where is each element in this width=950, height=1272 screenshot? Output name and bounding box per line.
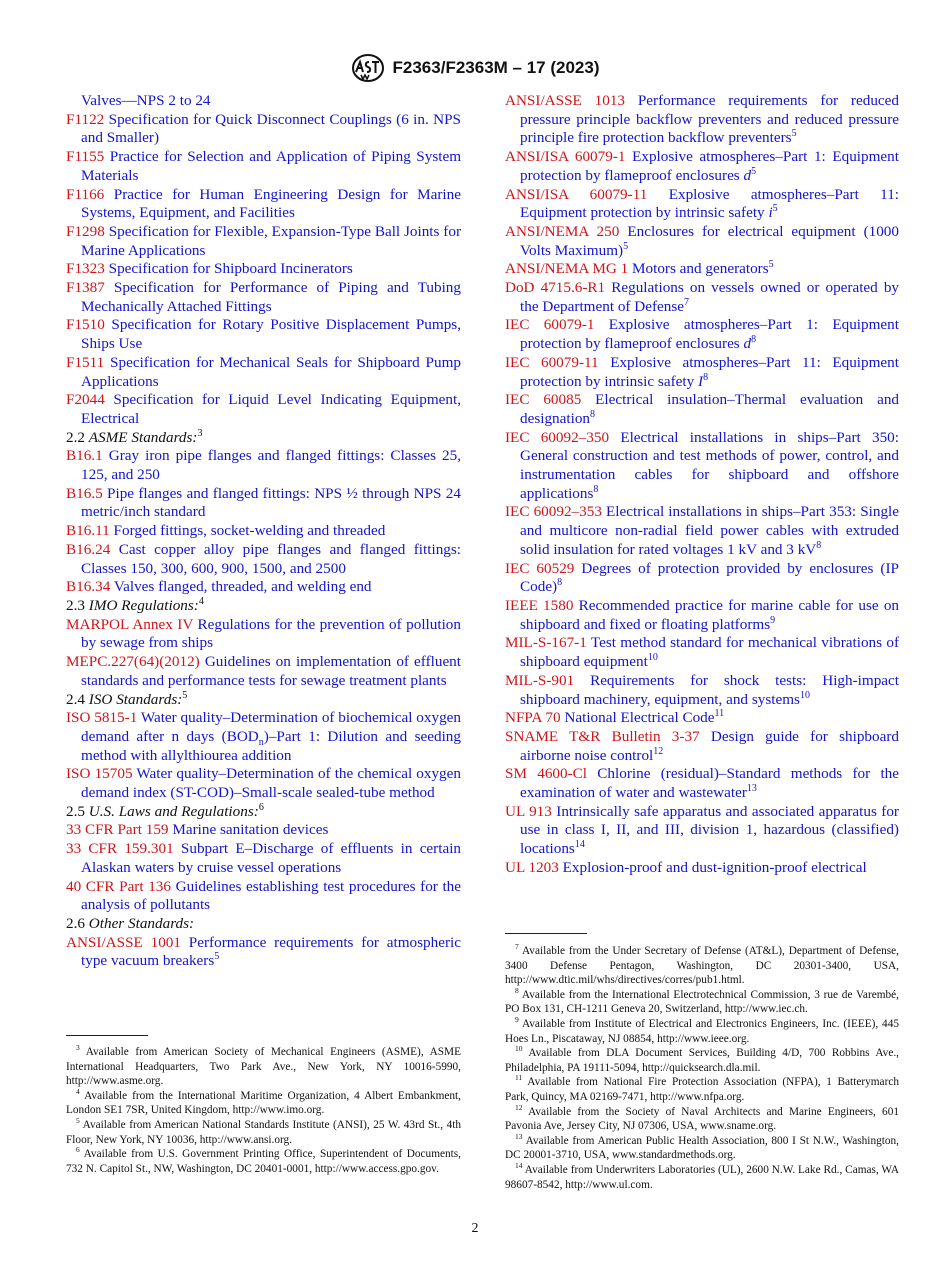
footnote-number: 9 [515,1015,519,1025]
reference-code[interactable]: MEPC.227(64)(2012) [66,653,200,671]
reference-entry [66,111,461,148]
footnote [505,1075,899,1104]
footnote-marker: 13 [746,782,757,794]
reference-code[interactable]: 33 CFR 159.301 [66,840,174,858]
reference-code[interactable]: IEC 60529 [505,559,575,577]
reference-code[interactable]: F1122 [66,110,105,128]
reference-code[interactable]: IEEE 1580 [505,596,574,614]
reference-entry [505,709,899,728]
reference-entry [505,223,899,260]
reference-entry [66,765,461,802]
footnote-number: 8 [515,986,519,996]
footnote-marker: 4 [198,595,204,607]
right-column [505,92,899,878]
section-heading [66,915,461,934]
reference-entry [505,728,899,765]
reference-title[interactable]: Guidelines establishing test procedures for the analysis of pollutants [81,877,462,914]
footnote [505,944,899,988]
reference-entry [66,223,461,260]
footnote-marker: 9 [770,614,776,626]
reference-code[interactable]: ANSI/NEMA MG 1 [505,260,629,278]
footnote-number: 6 [76,1145,80,1155]
section-heading [66,597,461,616]
footnote-marker: 3 [197,427,203,439]
footnote-marker: 5 [751,165,757,177]
reference-title[interactable]: Explosive atmospheres–Part 1: Equipment protection by flameproof enclosures $d^8$ [520,316,899,353]
reference-entry [505,92,899,148]
footnote-text: Available from National Fire Protection Association (NFPA), 1 Batterymarch Park, Quincy, MA 02169-7471, http://www.nfpa.org. [505,1076,899,1103]
footnote-number: 13 [515,1131,523,1141]
footnote-marker: 5 [214,951,220,963]
reference-code[interactable]: IEC 60079-11 [505,353,599,371]
footnote-marker: 5 [623,240,629,252]
reference-title[interactable]: Specification for Flexible, Expansion-Type Ball Joints for Marine Applications [81,222,461,259]
reference-continuation: Valves—NPS 2 to 24 [81,92,211,109]
section-number: 2.3 [66,596,89,614]
reference-code[interactable]: SM 4600-Cl [505,765,588,783]
reference-code[interactable]: B16.24 [66,540,111,558]
reference-title[interactable]: Performance requirements for reduced pressure principle backflow preventers and reduced pressure principle fire protection backflow preventers$^5$ [520,92,899,147]
reference-entry [66,260,461,279]
footnote-marker: 8 [751,334,757,346]
footnote-marker: 10 [647,652,658,664]
reference-entry [505,803,899,859]
reference-title[interactable]: Guidelines on implementation of effluent standards and performance tests for sewage treatment plants [81,653,461,689]
reference-title[interactable]: Electrical installations in ships–Part 350: General construction and test methods of power, control, and instrumentation cables for shipboard and offshore applications$^8$ [520,428,899,502]
section-number: 2.5 [66,802,89,820]
reference-code[interactable]: SNAME T&R Bulletin 3-37 [505,727,700,745]
italic-symbol: d [743,335,752,353]
footnote-marker: 8 [590,408,596,420]
reference-entry [66,279,461,316]
reference-entry [66,316,461,353]
footnote-number: 12 [515,1102,523,1112]
footnote-marker: 7 [684,296,690,308]
reference-code[interactable]: MARPOL Annex IV [66,615,194,633]
reference-title[interactable]: Subpart E–Discharge of effluents in certain Alaskan waters by cruise vessel operations [81,840,462,876]
reference-entry [505,429,899,504]
reference-code[interactable]: MIL-S-901 [505,671,575,689]
reference-entry [505,354,899,391]
reference-entry [66,148,461,185]
reference-code[interactable]: F1298 [66,222,105,240]
reference-title[interactable]: Recommended practice for marine cable for use on shipboard and fixed or floating platforms$^9$ [520,596,900,633]
reference-code[interactable]: ANSI/ASSE 1001 [66,933,181,951]
reference-entry [66,821,461,840]
reference-code[interactable]: F2044 [66,391,105,409]
footnote-number: 14 [515,1161,523,1171]
footnote-text: Available from U.S. Government Printing Office, Superintendent of Documents, 732 N. Capitol St., NW, Washington, DC 20401-0001, http://www.access.gpo.gov. [66,1148,461,1175]
reference-title[interactable]: Regulations for the prevention of pollution by sewage from ships [81,615,461,652]
reference-entry [66,186,461,223]
footnote-text: Available from American National Standards Institute (ANSI), 25 W. 43rd St., 4th Floor, New York, NY 10036, http://www.ansi.org. [66,1118,461,1146]
reference-entry [505,391,899,428]
reference-title[interactable]: Motors and generators$^5$ [632,259,774,278]
footnote-number: 11 [515,1073,523,1083]
footnote-number: 4 [76,1087,80,1097]
reference-entry [505,279,899,316]
footnotes-right [505,944,899,1192]
reference-title[interactable]: Water quality–Determination of the chemical oxygen demand index (ST-COD)–Small-scale sealed-tube method [81,765,461,802]
reference-entry [66,447,461,484]
reference-title[interactable]: Pipe flanges and flanged fittings: NPS ½ through NPS 24 metric/inch standard [81,484,461,521]
left-column [66,92,461,971]
reference-title[interactable]: Requirements for shock tests: High-impact shipboard machinery, equipment, and systems$^{10}$ [520,671,900,708]
reference-title[interactable]: Specification for Rotary Positive Displacement Pumps, Ships Use [81,316,462,353]
reference-code[interactable]: F1511 [66,353,105,371]
reference-code[interactable]: UL 1203 [505,858,559,876]
reference-code[interactable]: ANSI/ISA 60079-11 [505,185,648,203]
footnote [66,1089,461,1118]
reference-title[interactable]: Explosive atmospheres–Part 11: Equipment protection by intrinsic safety $i^5$ [520,185,900,222]
section-label: ASME Standards: [88,428,198,446]
reference-code[interactable]: F1155 [66,148,105,166]
reference-entry [505,316,899,353]
reference-entry [505,765,899,802]
footnote-text: Available from the International Electrotechnical Commission, 3 rue de Varembé, PO Box 131, CH-1211 Geneva 20, Switzerland, http://www.iec.ch. [505,988,899,1016]
reference-title[interactable]: Explosive atmospheres–Part 11: Equipment protection by intrinsic safety $I^8$ [520,353,899,390]
reference-code[interactable]: 33 CFR Part 159 [66,821,169,839]
footnote-text: Available from Institute of Electrical and Electronics Engineers, Inc. (IEEE), 445 Hoes Ln., Piscataway, NJ 08854, http://www.ieee.org. [505,1017,899,1045]
footnote-number: 7 [515,942,519,952]
footnote-text: Available from American Society of Mechanical Engineers (ASME), ASME International Headquarters, Two Park Ave., New York, NY 10016-5990, http://www.asme.org. [66,1046,461,1088]
reference-code[interactable]: B16.5 [66,484,103,502]
footnote-marker: 5 [791,128,797,140]
reference-title[interactable]: Test method standard for mechanical vibrations of shipboard equipment$^{10}$ [520,634,899,671]
footnote [505,988,899,1017]
astm-logo-icon [351,53,385,83]
footnote [505,1046,899,1075]
reference-title[interactable]: Marine sanitation devices [172,821,329,839]
reference-title[interactable]: Valves flanged, threaded, and welding end [113,578,372,596]
reference-entry [505,672,899,709]
footnote-marker: 10 [799,689,810,701]
reference-code[interactable]: DoD 4715.6-R1 [505,279,606,297]
footnote-text: Available from the Under Secretary of Defense (AT&L), Department of Defense, 3400 Defense Pentagon, Washington, DC 20301-3400, USA, http://www.dtic.mil/whs/directives/corres/pub1.html. [505,945,899,987]
reference-title[interactable]: Explosive atmospheres–Part 1: Equipment protection by flameproof enclosures $d^5$ [520,148,899,184]
reference-entry [66,541,461,578]
reference-title[interactable]: Water quality–Determination of biochemical oxygen demand after n days $(BOD_n)$–Part 1: Dilution and seeding method with allylthiourea addition [81,709,462,764]
reference-code[interactable]: B16.11 [66,522,110,540]
footnote [66,1045,461,1089]
footnotes-left [66,1045,461,1176]
reference-title[interactable]: Electrical installations in ships–Part 353: Single and multicore non-radial field power cables with extruded solid insulation for rated voltages 1 kV and 3 $kV^8$ [520,503,900,558]
reference-code[interactable]: B16.1 [66,447,103,465]
subscript: n [258,736,264,748]
reference-title[interactable]: Specification for Performance of Piping and Tubing Mechanically Attached Fittings [81,279,461,315]
reference-entry [505,560,899,597]
footnote-text: Available from Underwriters Laboratories (UL), 2600 N.W. Lake Rd., Camas, WA 98607-8542, http://www.ul.com. [505,1163,899,1191]
reference-code[interactable]: F1323 [66,260,105,278]
reference-code[interactable]: NFPA 70 [505,709,561,727]
reference-entry [66,578,461,597]
reference-title[interactable]: National Electrical Code$^{11}$ [564,708,725,727]
reference-title[interactable]: Practice for Human Engineering Design for Marine Systems, Equipment, and Facilities [81,185,461,222]
reference-title[interactable]: Electrical insulation–Thermal evaluation and designation$^8$ [520,391,900,427]
section-number: 2.6 [66,914,89,932]
footnote [505,1102,899,1134]
reference-entry [66,653,461,690]
reference-entry [66,709,461,765]
footnote-marker: 14 [574,839,585,851]
reference-code[interactable]: IEC 60085 [505,391,582,409]
reference-entry [505,503,899,559]
reference-entry [505,186,899,223]
reference-code[interactable]: ANSI/ISA 60079-1 [505,148,626,166]
reference-title[interactable]: Forged fittings, socket-welding and threaded [113,522,386,540]
reference-code[interactable]: IEC 60092–350 [505,428,610,446]
reference-code[interactable]: B16.34 [66,578,111,596]
reference-code[interactable]: ISO 5815-1 [66,709,138,727]
reference-code[interactable]: F1166 [66,185,105,203]
footnote [505,1131,899,1163]
footnote [505,1017,899,1046]
reference-title[interactable]: Specification for Mechanical Seals for Shipboard Pump Applications [81,353,462,390]
reference-entry [66,934,461,971]
page-number: 2 [471,1221,479,1236]
footnote-marker: 5 [768,259,774,271]
footnote-number: 3 [76,1043,80,1053]
reference-code[interactable]: ISO 15705 [66,765,133,783]
reference-entry [66,354,461,391]
footnote-text: Available from DLA Document Services, Building 4/D, 700 Robbins Ave., Philadelphia, PA 19111-5094, http://quicksearch.dla.mil. [505,1047,899,1074]
reference-entry [505,859,899,878]
reference-code[interactable]: ANSI/ASSE 1013 [505,92,626,109]
reference-title[interactable]: Cast copper alloy pipe flanges and flanged fittings: Classes 150, 300, 600, 900, 1500, and 2500 [81,540,462,577]
footnote [66,1147,461,1176]
section-number: 2.2 [66,428,89,446]
reference-entry [505,148,899,185]
reference-title[interactable]: Practice for Selection and Application of Piping System Materials [81,148,462,184]
footnote-text: Available from the International Maritime Organization, 4 Albert Embankment, London SE1 7SR, United Kingdom, http://www.imo.org. [66,1089,461,1117]
reference-entry [66,840,461,877]
reference-code[interactable]: F1387 [66,279,105,297]
footnote [66,1118,461,1147]
section-label: Other Standards: [88,914,195,932]
footnote-marker: 8 [593,483,599,495]
reference-title[interactable]: Specification for Quick Disconnect Couplings (6 in. NPS and Smaller) [81,110,461,147]
footnote-rule-left [66,1035,148,1036]
footnote-rule-right [505,933,587,934]
reference-code[interactable]: MIL-S-167-1 [505,634,587,652]
footnote-marker: 11 [714,708,725,720]
reference-code[interactable]: UL 913 [505,802,552,820]
reference-title[interactable]: Chlorine (residual)–Standard methods for the examination of water and wastewater$^{13}$ [520,765,900,802]
reference-entry [66,616,461,653]
section-heading [66,691,461,710]
section-heading [66,803,461,822]
reference-code[interactable]: IEC 60092–353 [505,503,602,521]
reference-code[interactable]: ANSI/NEMA 250 [505,222,620,240]
section-label: ISO Standards: [88,690,183,708]
italic-symbol: i [768,204,773,222]
reference-title[interactable]: Intrinsically safe apparatus and associated apparatus for use in class I, II, and III, division 1, hazardous (classified) locations$^{14}$ [520,802,899,858]
footnote-text: Available from the Society of Naval Architects and Marine Engineers, 601 Pavonia Ave, Jersey City, NJ 07306, USA, www.sname.org. [505,1105,899,1133]
reference-entry [505,597,899,634]
section-label: U.S. Laws and Regulations: [88,802,259,820]
reference-title[interactable]: Enclosures for electrical equipment (1000 Volts Maximum)$^5$ [520,222,899,259]
reference-title[interactable]: Performance requirements for atmospheric type vacuum breakers$^5$ [81,933,461,970]
footnote-marker: 5 [182,689,188,701]
page-header [0,50,950,86]
italic-symbol: d [743,166,752,184]
reference-entry [505,634,899,671]
reference-title[interactable]: Specification for Shipboard Incinerators [108,260,353,278]
section-label: IMO Regulations: [88,596,199,614]
footnote-marker: 8 [703,371,709,383]
reference-title[interactable]: Degrees of protection provided by enclosures (IP Code)$^8$ [520,559,899,596]
reference-entry [66,391,461,428]
footnote-text: Available from American Public Health Association, 800 I St N.W., Washington, DC 20001-3710, USA, www.standardmethods.org. [505,1134,899,1162]
footnote-marker: 8 [816,539,822,551]
document-id: F2363/F2363M – 17 (2023) [392,58,600,77]
reference-code[interactable]: F1510 [66,316,105,334]
reference-entry [505,260,899,279]
reference-code[interactable]: IEC 60079-1 [505,316,595,334]
italic-symbol: I [698,372,704,390]
reference-entry [66,878,461,915]
reference-title[interactable]: Explosion-proof and dust-ignition-proof electrical [562,858,867,876]
footnote [505,1163,899,1192]
section-number: 2.4 [66,690,89,708]
footnote-number: 5 [76,1116,80,1126]
footnote-marker: 12 [653,745,664,757]
section-heading [66,429,461,448]
footnote-marker: 5 [772,203,778,215]
reference-title[interactable]: Specification for Liquid Level Indicating Equipment, Electrical [81,391,462,427]
footnote-marker: 8 [557,577,563,589]
reference-entry [66,485,461,522]
reference-title[interactable]: Regulations on vessels owned or operated by the Department of Defense$^7$ [520,279,900,315]
reference-title[interactable]: Gray iron pipe flanges and flanged fittings: Classes 25, 125, and 250 [81,447,462,484]
reference-entry [66,522,461,541]
reference-title[interactable]: Design guide for shipboard airborne noise control$^{12}$ [520,727,900,764]
footnote-number: 10 [515,1044,523,1054]
footnote-marker: 6 [258,801,264,813]
reference-code[interactable]: 40 CFR Part 136 [66,877,171,895]
